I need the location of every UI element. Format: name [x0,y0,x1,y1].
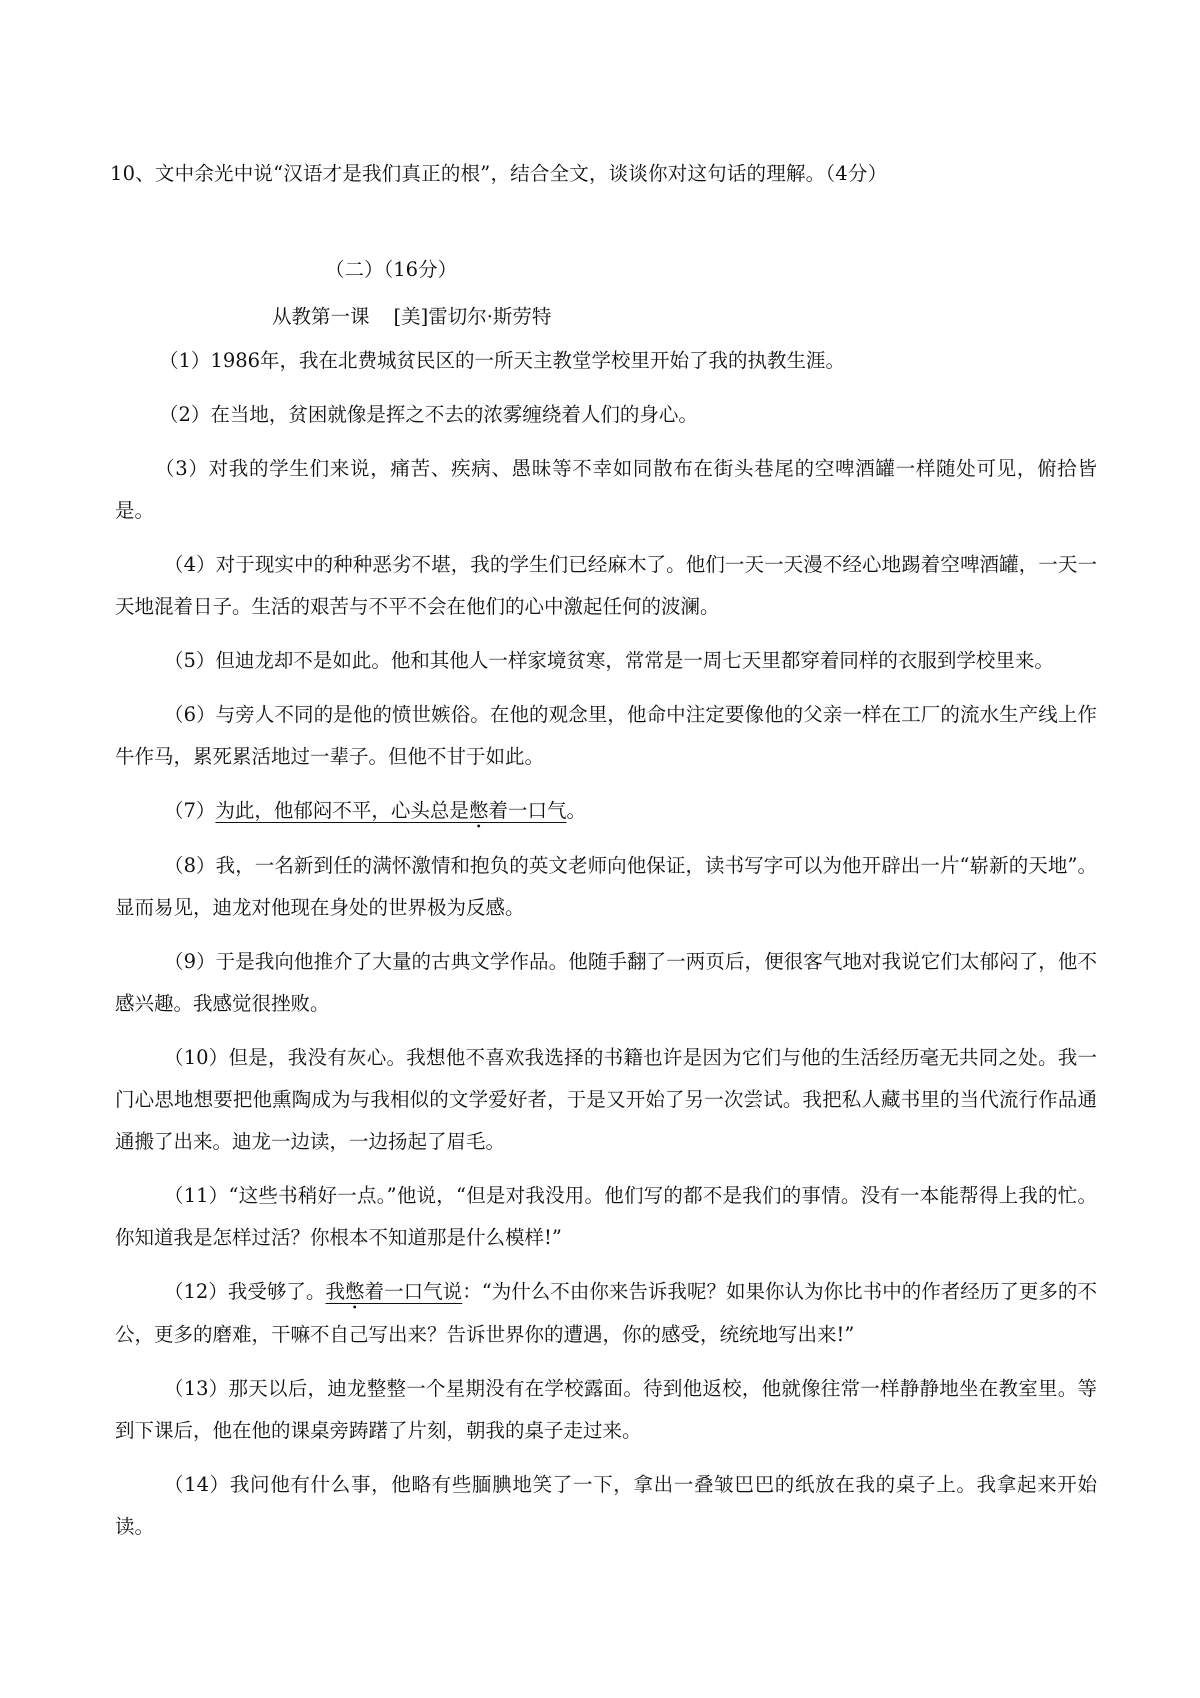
paragraph-5: （5）但迪龙却不是如此。他和其他人一样家境贫寒，常常是一周七天里都穿着同样的衣服到学校里来。 [164,649,1054,672]
underlined-sentence-12 [326,1280,463,1303]
article-body [115,340,1097,1560]
article-title-line [272,301,551,329]
emphasized-character-12: 憋 [345,1280,365,1303]
underlined-sentence-7 [215,799,566,822]
paragraph-8: （8）我，一名新到任的满怀激情和抱负的英文老师向他保证，读书写字可以为他开辟出一片“崭新的天地”。显而易见，迪龙对他现在身处的世界极为反感。 [115,854,1097,919]
paragraph-1: （1）1986年，我在北费城贫民区的一所天主教堂学校里开始了我的执教生涯。 [159,349,846,372]
underlined-text-12a: 我 [325,1280,346,1303]
paragraph-7 [115,790,1097,833]
underlined-text-7b: 着一口气 [488,799,567,822]
paragraph-9: （9）于是我向他推介了大量的古典文学作品。他随手翻了一两页后，便很客气地对我说它们太郁闷了，他不感兴趣。我感觉很挫败。 [115,950,1097,1015]
paragraph-3: （3）对我的学生们来说，痛苦、疾病、愚昧等不幸如同散布在街头巷尾的空啤酒罐一样随处可见，俯拾皆是。 [115,457,1097,522]
paragraph-12-lead: （12）我受够了。 [164,1280,326,1303]
paragraph-12 [115,1271,1097,1356]
paragraph-7-end: 。 [566,799,586,822]
section-heading: （二）（16分） [325,258,458,281]
underlined-text-12b: 着一口气说 [364,1280,463,1303]
emphasized-character-7: 憋 [468,799,489,822]
underlined-text-7a: 为此，他郁闷不平，心头总是 [215,799,469,822]
paragraph-6: （6）与旁人不同的是他的愤世嫉俗。在他的观念里，他命中注定要像他的父亲一样在工厂的流水生产线上作牛作马，累死累活地过一辈子。但他不甘于如此。 [115,703,1097,768]
paragraph-7-number: （7） [164,799,216,822]
question-10: 10、文中余光中说“汉语才是我们真正的根”，结合全文，谈谈你对这句话的理解。（4分） [110,162,888,185]
paragraph-4: （4）对于现实中的种种恶劣不堪，我的学生们已经麻木了。他们一天一天漫不经心地踢着空啤酒罐，一天一天地混着日子。生活的艰苦与不平不会在他们的心中激起任何的波澜。 [115,553,1097,618]
paragraph-12-rest: ：“为什么不由你来告诉我呢？如果你认为你比书中的作者经历了更多的不公，更多的磨难，干嘛不自己写出来？告诉世界你的遭遇，你的感受，统统地写出来!” [115,1280,1097,1346]
paragraph-11: （11）“这些书稍好一点。”他说，“但是对我没用。他们写的都不是我们的事情。没有一本能帮得上我的忙。你知道我是怎样过活？你根本不知道那是什么模样!” [115,1184,1097,1249]
paragraph-2: （2）在当地，贫困就像是挥之不去的浓雾缠绕着人们的身心。 [159,403,698,426]
article-author: [美]雷切尔·斯劳特 [393,305,552,328]
paragraph-13: （13）那天以后，迪龙整整一个星期没有在学校露面。待到他返校，他就像往常一样静静地坐在教室里。等到下课后，他在他的课桌旁踌躇了片刻，朝我的桌子走过来。 [115,1377,1097,1442]
article-title: 从教第一课 [272,305,370,328]
paragraph-14: （14）我问他有什么事，他略有些腼腆地笑了一下，拿出一叠皱巴巴的纸放在我的桌子上。我拿起来开始读。 [115,1473,1097,1538]
paragraph-10: （10）但是，我没有灰心。我想他不喜欢我选择的书籍也许是因为它们与他的生活经历毫无共同之处。我一门心思地想要把他熏陶成为与我相似的文学爱好者，于是又开始了另一次尝试。我把私人藏书里的当代流行作品通通搬了出来。迪龙一边读，一边扬起了眉毛。 [115,1046,1097,1153]
